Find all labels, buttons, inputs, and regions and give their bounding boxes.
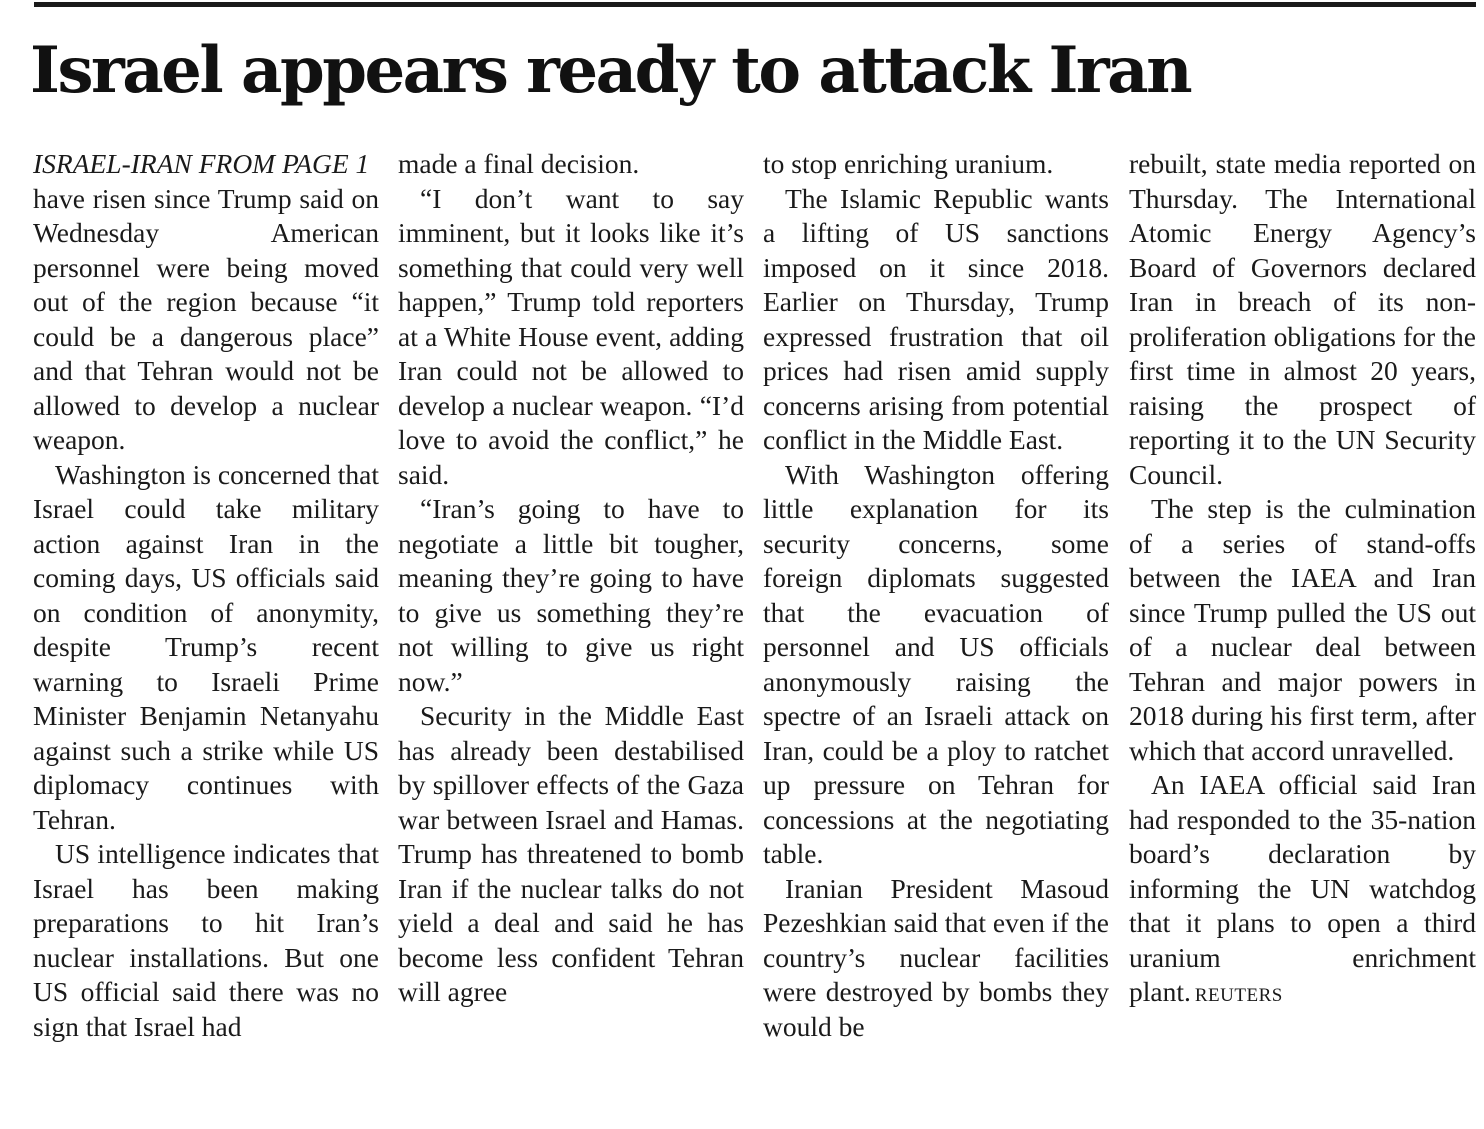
paragraph: to stop enriching uranium.: [763, 148, 1054, 179]
paragraph: rebuilt, state media reported on Thursday. The International Atomic Energy Agency’s Board of Governors declared Iran in breach of its non-proliferation obligations for the first time in almost 20 years, raising the prospect of reporting it to the UN Security Council.: [1129, 148, 1476, 490]
paragraph-with-credit: [1129, 768, 1476, 1014]
paragraph: “Iran’s going to have to negotiate a little bit tougher, meaning they’re going to have to give us something they’re not willing to give us right now.”: [398, 493, 744, 697]
paragraph: “I don’t want to say imminent, but it looks like it’s something that could very well happen,” Trump told reporters at a White House event, adding Iran could not be allowed to develop a nuclear weapon. “I’d love to avoid the conflict,” he said.: [398, 182, 744, 490]
paragraph: The step is the culmination of a series of stand-offs between the IAEA and Iran since Trump pulled the US out of a nuclear deal between Tehran and major powers in 2018 during his first term, after which that accord unravelled.: [1129, 493, 1476, 766]
paragraph: have risen since Trump said on Wednesday American personnel were being moved out of the region because “it could be a dangerous place” and that Tehran would not be allowed to develop a nuclear weapon.: [33, 182, 379, 455]
paragraph: The Islamic Republic wants a lifting of US sanctions imposed on it since 2018. Earlier on Thursday, Trump expressed frustration that oil prices had risen amid supply concerns arising from potential conflict in the Middle East.: [763, 182, 1109, 455]
article-column-3: [763, 147, 1109, 1044]
paragraph: US intelligence indicates that Israel has been making preparations to hit Iran’s nuclear installations. But one US official said there was no sign that Israel had: [33, 838, 379, 1042]
paragraph: Security in the Middle East has already been destabilised by spillover effects of the Gaza war between Israel and Hamas. Trump has threatened to bomb Iran if the nuclear talks do not yield a deal and said he has become less confident Tehran will agree: [398, 700, 744, 1007]
paragraph: With Washington offering little explanation for its security concerns, some foreign diplomats suggested that the evacuation of personnel and US officials anonymously raising the spectre of an Israeli attack on Iran, could be a ploy to ratchet up pressure on Tehran for concessions at the negotiating table.: [763, 458, 1109, 869]
article-column-2: [398, 147, 744, 1010]
paragraph: Iranian President Masoud Pezeshkian said that even if the country’s nuclear facilities were destroyed by bombs they would be: [763, 872, 1109, 1042]
kicker: ISRAEL-IRAN FROM PAGE 1: [33, 148, 370, 179]
paragraph: Washington is concerned that Israel could take military action against Iran in the coming days, US officials said on condition of anonymity, despite Trump’s recent warning to Israeli Prime Minister Benjamin Netanyahu against such a strike while US diplomacy continues with Tehran.: [33, 458, 379, 835]
article-column-4: [1129, 147, 1476, 1014]
headline: Israel appears ready to attack Iran: [30, 33, 1191, 108]
top-rule: [34, 2, 1476, 7]
credit-line: REUTERS: [1194, 985, 1283, 1006]
paragraph: An IAEA official said Iran had responded to the 35-nation board’s declaration by informing the UN watchdog that it plans to open a third uranium enrichment plant.: [1129, 769, 1476, 1007]
paragraph: made a final decision.: [398, 148, 640, 179]
article-column-1: [33, 147, 379, 1044]
